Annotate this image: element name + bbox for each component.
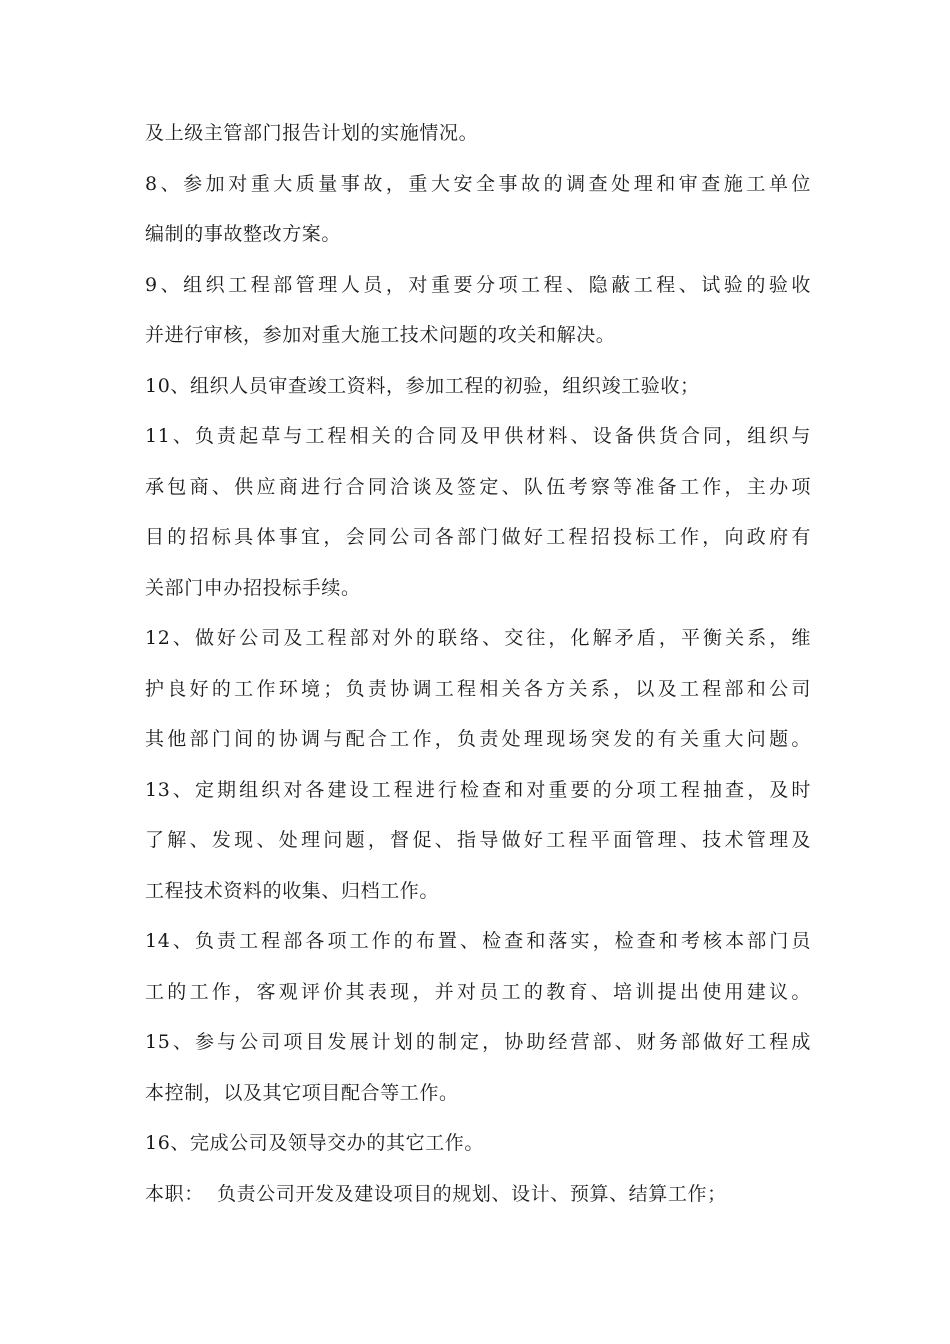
text-line: 工程技术资料的收集、归档工作。 bbox=[145, 879, 440, 902]
text-line: 并进行审核，参加对重大施工技术问题的攻关和解决。 bbox=[145, 324, 616, 346]
text-line: 本职： 负责公司开发及建设项目的规划、设计、预算、结算工作； bbox=[145, 1182, 727, 1205]
text-line: 目的招标具体事宜，会同公司各部门做好工程招投标工作，向政府有 bbox=[145, 526, 811, 548]
text-line: 14、负责工程部各项工作的布置、检查和落实，检查和考核本部门员 bbox=[145, 930, 811, 952]
text-line: 12、做好公司及工程部对外的联络、交往，化解矛盾，平衡关系，维 bbox=[145, 627, 811, 649]
text-line: 关部门申办招投标手续。 bbox=[145, 576, 361, 599]
text-line: 了解、发现、处理问题，督促、指导做好工程平面管理、技术管理及 bbox=[145, 829, 811, 851]
document-body bbox=[145, 108, 811, 1219]
text-line: 9、组织工程部管理人员，对重要分项工程、隐蔽工程、试验的验收 bbox=[145, 273, 811, 296]
text-line: 及上级主管部门报告计划的实施情况。 bbox=[145, 122, 479, 144]
text-line: 15、参与公司项目发展计划的制定，协助经营部、财务部做好工程成 bbox=[145, 1031, 811, 1053]
text-line: 护良好的工作环境；负责协调工程相关各方关系，以及工程部和公司 bbox=[145, 677, 811, 700]
text-line: 16、完成公司及领导交办的其它工作。 bbox=[145, 1132, 484, 1154]
text-line: 10、组织人员审查竣工资料，参加工程的初验，组织竣工验收； bbox=[145, 374, 700, 397]
text-line: 本控制，以及其它项目配合等工作。 bbox=[145, 1081, 459, 1104]
text-line: 其他部门间的协调与配合工作，负责处理现场突发的有关重大问题。 bbox=[145, 728, 811, 750]
text-line: 承包商、供应商进行合同洽谈及签定、队伍考察等准备工作，主办项 bbox=[145, 475, 811, 498]
text-line: 11、负责起草与工程相关的合同及甲供材料、设备供货合同，组织与 bbox=[145, 425, 811, 447]
text-line: 编制的事故整改方案。 bbox=[145, 223, 342, 245]
text-line: 13、定期组织对各建设工程进行检查和对重要的分项工程抽查，及时 bbox=[145, 778, 811, 801]
text-line: 工的工作，客观评价其表现，并对员工的教育、培训提出使用建议。 bbox=[145, 980, 811, 1003]
text-line: 8、参加对重大质量事故，重大安全事故的调查处理和审查施工单位 bbox=[145, 172, 811, 195]
